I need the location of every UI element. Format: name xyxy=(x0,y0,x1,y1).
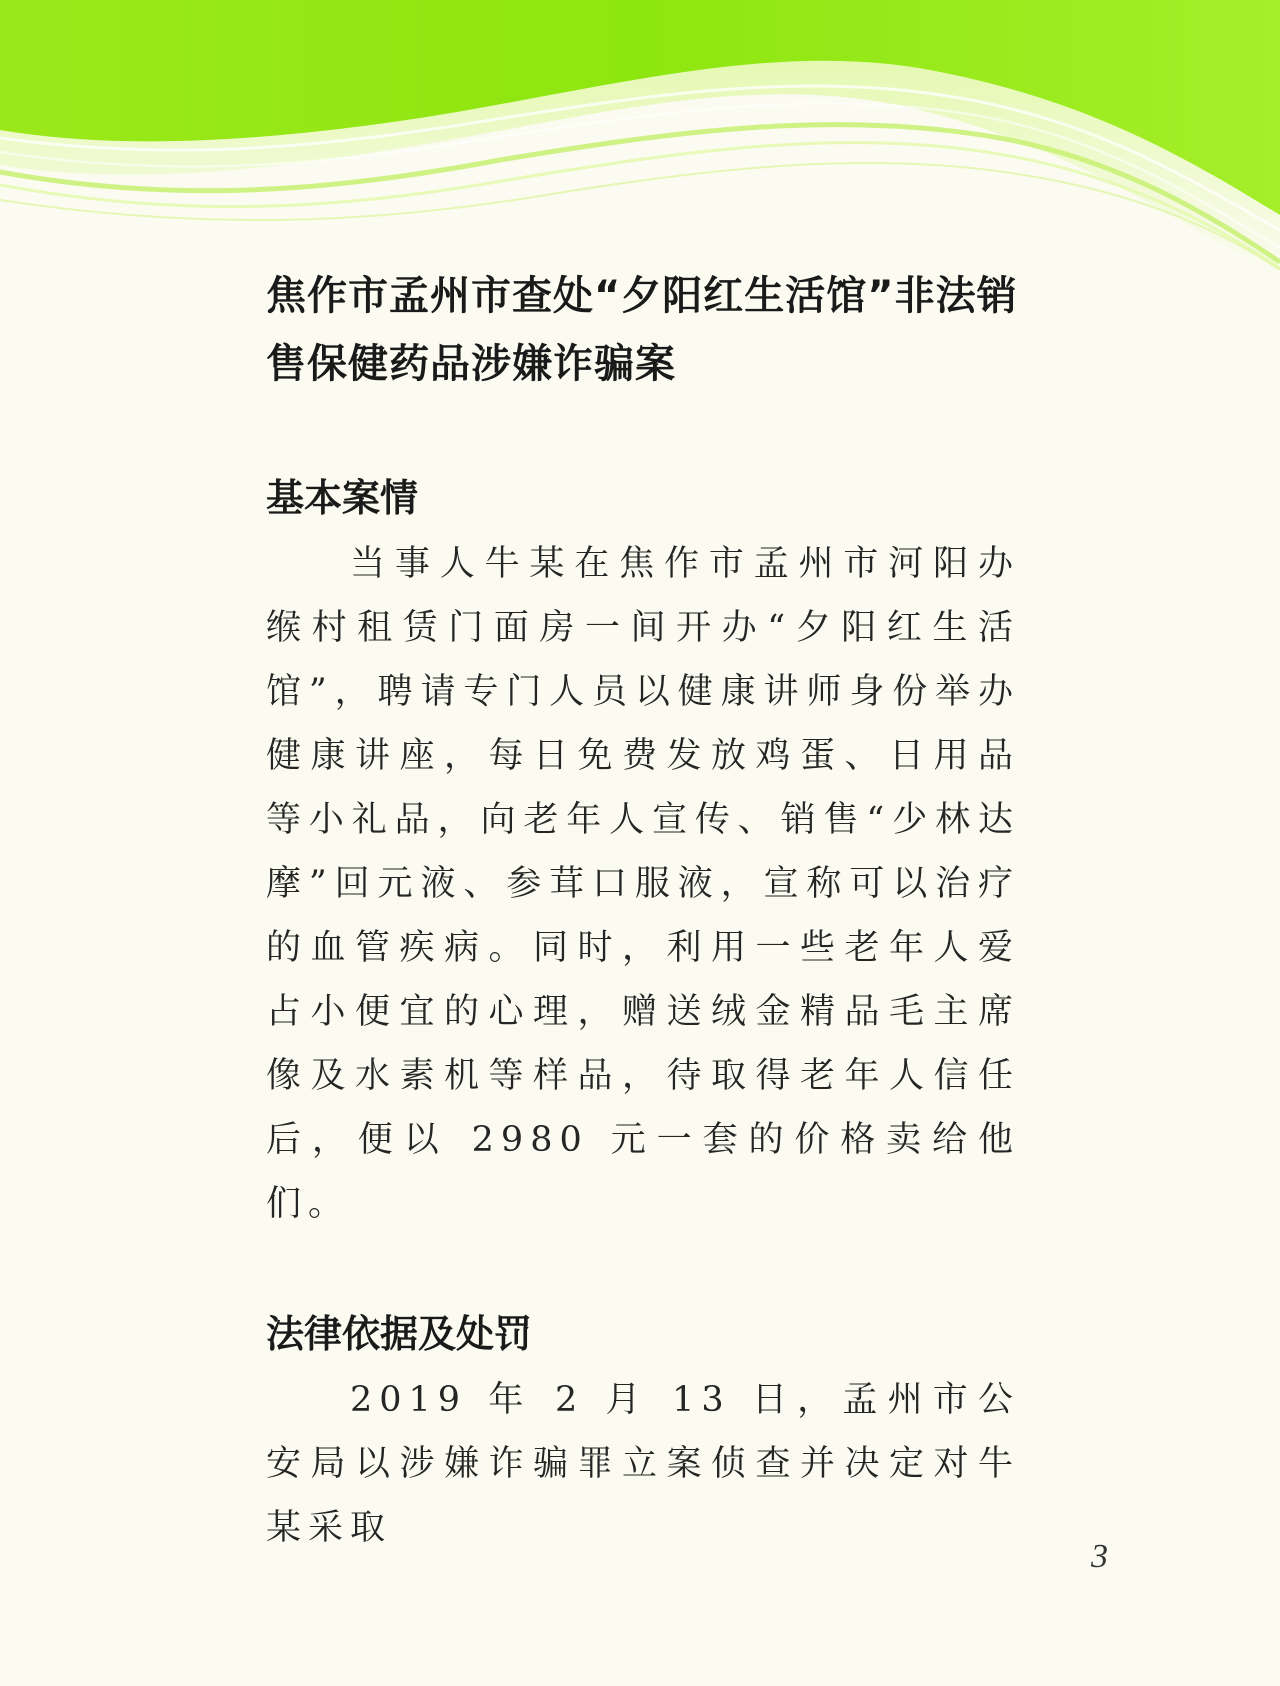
article-body xyxy=(266,262,1020,1560)
case-facts-paragraph: 当事人牛某在焦作市孟州市河阳办缑村租赁门面房一间开办“夕阳红生活馆”，聘请专门人员以健康讲师身份举办健康讲座，每日免费发放鸡蛋、日用品等小礼品，向老年人宣传、销售“少林达摩”回元液、参茸口服液，宣称可以治疗的血管疾病。同时，利用一些老年人爱占小便宜的心理，赠送绒金精品毛主席像及水素机等样品，待取得老年人信任后，便以 2980 元一套的价格卖给他们。 xyxy=(266,544,1020,1224)
legal-basis-paragraph: 2019 年 2 月 13 日，孟州市公安局以涉嫌诈骗罪立案侦查并决定对牛某采取 xyxy=(266,1380,1020,1548)
page-number: 3 xyxy=(1091,1538,1108,1575)
section-heading-legal-basis: 法律依据及处罚 xyxy=(266,1312,533,1356)
article-title: 焦作市孟州市查处“夕阳红生活馆”非法销售保健药品涉嫌诈骗案 xyxy=(266,273,1018,387)
section-heading-case-facts: 基本案情 xyxy=(266,476,419,520)
header-wave-decoration xyxy=(0,0,1280,270)
